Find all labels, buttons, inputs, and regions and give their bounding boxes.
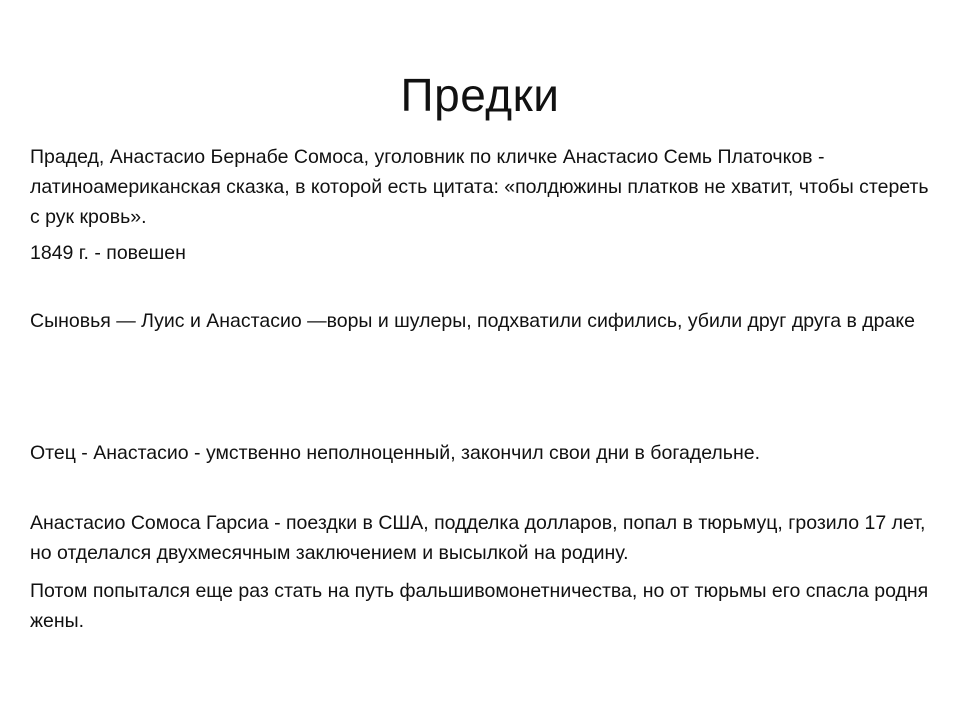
paragraph-somoza-garcia: Анастасио Сомоса Гарсиа - поездки в США, подделка долларов, попал в тюрьмуц, грозило 17 лет, но отделался двухмесячным заключением и высылкой на родину. (30, 512, 926, 564)
paragraph-counterfeiting-again: Потом попытался еще раз стать на путь фальшивомонетничества, но от тюрьмы его спасла родня жены. (30, 580, 929, 632)
slide-title: Предки (400, 69, 560, 121)
paragraph-father: Отец - Анастасио - умственно неполноценный, закончил свои дни в богадельне. (30, 442, 760, 464)
paragraph-great-grandfather: Прадед, Анастасио Бернабе Сомоса, уголовник по кличке Анастасио Семь Платочков - латиноамериканская сказка, в которой есть цитата: «полдюжины платков не хватит, чтобы стереть с рук кровь». (30, 146, 929, 228)
paragraph-hanged-year: 1849 г. - повешен (30, 242, 186, 264)
paragraph-sons: Сыновья — Луис и Анастасио —воры и шулеры, подхватили сифились, убили друг друга в драке (30, 310, 915, 332)
